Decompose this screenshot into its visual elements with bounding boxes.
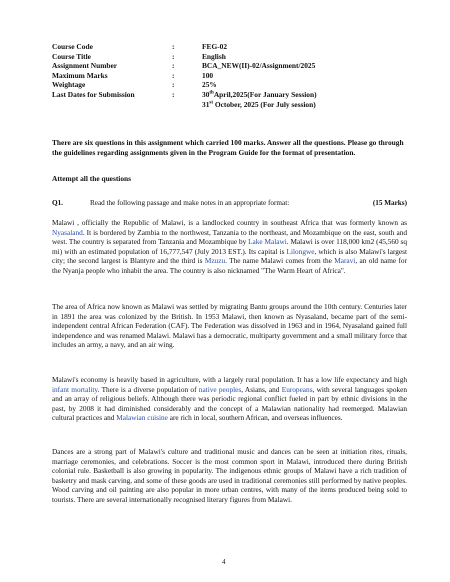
text: , an old name for the Nyanja people who inhabit the area. The country is also nicknamed "The Warm Heart of Africa". — [52, 256, 407, 275]
meta-label: Course Code — [52, 42, 93, 51]
date-day: 30 — [202, 89, 210, 99]
link-lilongwe[interactable]: Lilongwe — [286, 246, 315, 256]
meta-colon: : — [172, 51, 175, 61]
submission-date-january — [202, 90, 432, 100]
meta-label-empty — [52, 100, 172, 110]
paragraph-1 — [52, 218, 407, 275]
meta-value: 100 — [202, 70, 214, 80]
meta-row-course-title — [52, 52, 432, 62]
meta-label: Assignment Number — [52, 61, 118, 71]
assignment-meta — [52, 42, 432, 109]
date-suffix: st — [209, 100, 214, 106]
paragraph-4 — [52, 447, 407, 504]
question-text: Read the following passage and make notes in an appropriate format: — [90, 199, 290, 207]
meta-colon: : — [172, 89, 175, 99]
meta-label: Course Title — [52, 51, 91, 61]
link-nyasaland[interactable]: Nyasaland — [52, 227, 83, 237]
meta-row-course-code — [52, 42, 432, 52]
text: are rich in local, southern African, and overseas influences. — [167, 413, 343, 423]
meta-colon: : — [172, 61, 175, 71]
meta-label: Last Dates for Submission — [52, 89, 135, 99]
submission-date-july — [202, 100, 432, 110]
text: , which is also Malawi's largest city; the second largest is Blantyre and the third is — [52, 246, 407, 266]
link-lake-malawi[interactable]: Lake Malawi — [248, 237, 287, 247]
text: . Malawi is over 118,000 km2 (45,560 sq mi) with an estimated population of 16,777,547 (July 2013 EST.). Its capital is — [52, 237, 407, 256]
link-maravi[interactable]: Maravi — [334, 256, 356, 266]
meta-label: Weightage — [52, 80, 86, 90]
date-suffix: th — [209, 90, 214, 96]
text: . There is a diverse population of — [97, 384, 199, 394]
date-day: 31 — [202, 99, 210, 109]
text: Malawi , officially the Republic of Malawi, is a landlocked country in southeast Africa that was formerly known as — [52, 218, 407, 227]
meta-value: FEG-02 — [202, 42, 228, 51]
link-infant-mortality[interactable]: infant mortality — [52, 384, 98, 394]
meta-row-max-marks — [52, 71, 432, 81]
date-rest: October, 2025 (For July session) — [213, 99, 316, 109]
text: , with several languages spoken and an array of religious beliefs. Although there was periodic regional conflict fueled in part by ethnic divisions in the past, by 2008 it had diminished considerably and the concept of a Malawian nationality had reemerged. Malawian cultural practices and — [52, 384, 408, 423]
link-mzuzu[interactable]: Mzuzu — [204, 256, 226, 266]
page-number: 4 — [222, 558, 226, 566]
meta-value: BCA_NEW(II)-02/Assignment/2025 — [202, 61, 316, 71]
meta-row-weightage — [52, 80, 432, 90]
text: . It is bordered by Zambia to the northwest, Tanzania to the northeast, and Mozambique on the east, south and west. The country is separated from Tanzania and Mozambique by — [52, 227, 407, 247]
link-europeans[interactable]: Europeans — [281, 384, 313, 394]
text: . The name Malawi comes from the — [225, 256, 335, 266]
instructions: There are six questions in this assignment which carried 100 marks. Answer all the questions. Please go through the guidelines regarding assignments given in the Program Guide for the format of presentation. — [52, 138, 404, 157]
meta-colon-empty — [172, 100, 202, 110]
meta-value: English — [202, 51, 226, 61]
link-native-peoples[interactable]: native peoples — [198, 384, 242, 394]
paragraph-2 — [52, 302, 407, 350]
attempt-heading: Attempt all the questions — [52, 174, 132, 183]
meta-colon: : — [172, 70, 175, 80]
meta-row-assignment-number — [52, 61, 432, 71]
text: Malawi's economy is heavily based in agriculture, with a largely rural population. It has a low life expectancy and high — [52, 375, 407, 384]
text: , Asians, and — [241, 384, 282, 394]
text: The area of Africa now known as Malawi was settled by migrating Bantu groups around the 10th century. Centuries later in 1891 the area was colonized by the British. In 1953 Malawi, then known as Nyasaland, became part of the semi-independent central African Federation (CAF). The Federation was dissolved in 1963 and in 1964, Nyasaland gained full independence and was renamed Malawi. Malawi has a democratic, multiparty government and a small military force that includes an army, a navy, and an air wing. — [52, 302, 407, 350]
meta-row-last-dates-2 — [52, 100, 432, 110]
link-malawian-cuisine[interactable]: Malawian cuisine — [116, 413, 168, 423]
meta-value: 25% — [202, 80, 217, 90]
meta-colon: : — [172, 80, 175, 90]
question-marks: (15 Marks) — [372, 199, 407, 207]
question-number: Q1. — [52, 199, 63, 207]
paragraph-3 — [52, 375, 407, 423]
question-1 — [52, 199, 407, 207]
meta-row-last-dates — [52, 90, 432, 100]
meta-label: Maximum Marks — [52, 70, 108, 80]
text: Dances are a strong part of Malawi's culture and traditional music and dances can be seen at initiation rites, rituals, marriage ceremonies, and celebrations. Soccer is the most common sport in Malawi, introduced there during British colonial rule. Basketball is also growing in popularity. The indigenous ethnic groups of Malawi have a rich tradition of basketry and mask carving, and some of these goods are used in traditional ceremonies still performed by native peoples. Wood carving and oil painting are also popular in more urban centres, with many of the items produced being sold to tourists. There are several internationally recognised literary figures from Malawi. — [52, 447, 407, 504]
meta-colon: : — [172, 42, 175, 51]
date-rest: April,2025(For January Session) — [213, 89, 317, 99]
